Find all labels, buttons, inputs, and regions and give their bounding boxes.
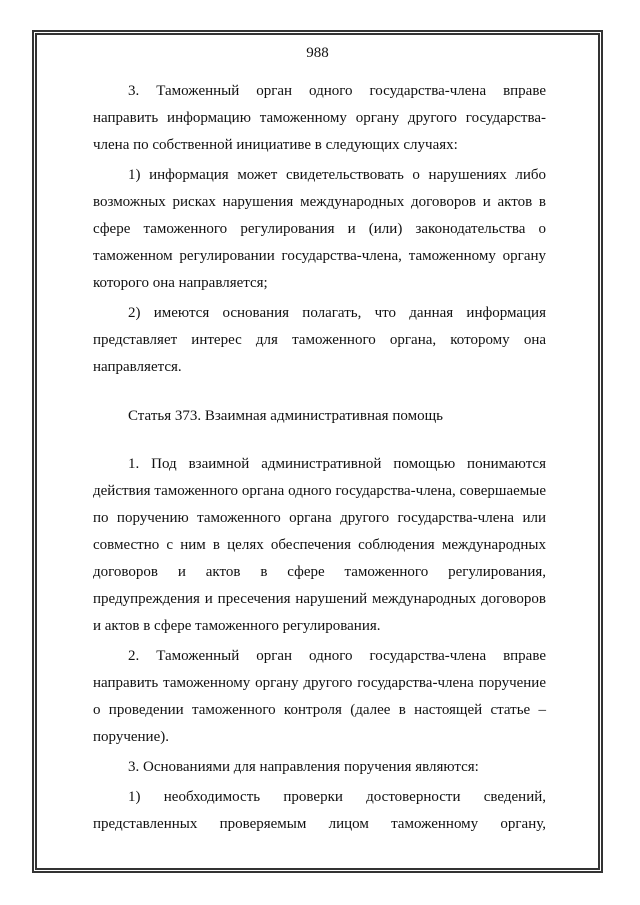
page-frame [32, 30, 603, 873]
paragraph-item-1-verification: 1) необходимость проверки достоверности сведений, представленных проверяемым лицом таможенному органу, [93, 789, 546, 832]
paragraph-item-1-violations: 1) информация может свидетельствовать о нарушениях либо возможных рисках нарушения международных договоров и актов в сфере таможенного регулирования и (или) законодательства о таможенном регулировании государства-члена, таможенному органу которого она направляется; [93, 167, 546, 291]
document-body [93, 78, 546, 838]
paragraph-3-own-initiative: 3. Таможенный орган одного государства-члена вправе направить информацию таможенному органу другого государства-члена по собственной инициативе в следующих случаях: [93, 83, 546, 153]
paragraph-item-2-interest: 2) имеются основания полагать, что данная информация представляет интерес для таможенного органа, которому она направляется. [93, 305, 546, 375]
page-number: 988 [306, 45, 329, 61]
paragraph-2-request: 2. Таможенный орган одного государства-члена вправе направить таможенному органу другого государства-члена поручение о проведении таможенного контроля (далее в настоящей статье – поручение). [93, 648, 546, 745]
paragraph-1-definition: 1. Под взаимной административной помощью понимаются действия таможенного органа одного государства-члена, совершаемые по поручению таможенного органа другого государства-члена или совместно с ним в целях обеспечения соблюдения международных договоров и актов в сфере таможенного регулирования, предупреждения и пресечения нарушений международных договоров и актов в сфере таможенного регулирования. [93, 456, 546, 634]
article-373-heading: Статья 373. Взаимная административная помощь [128, 408, 443, 424]
paragraph-3-grounds: 3. Основаниями для направления поручения являются: [128, 759, 479, 775]
